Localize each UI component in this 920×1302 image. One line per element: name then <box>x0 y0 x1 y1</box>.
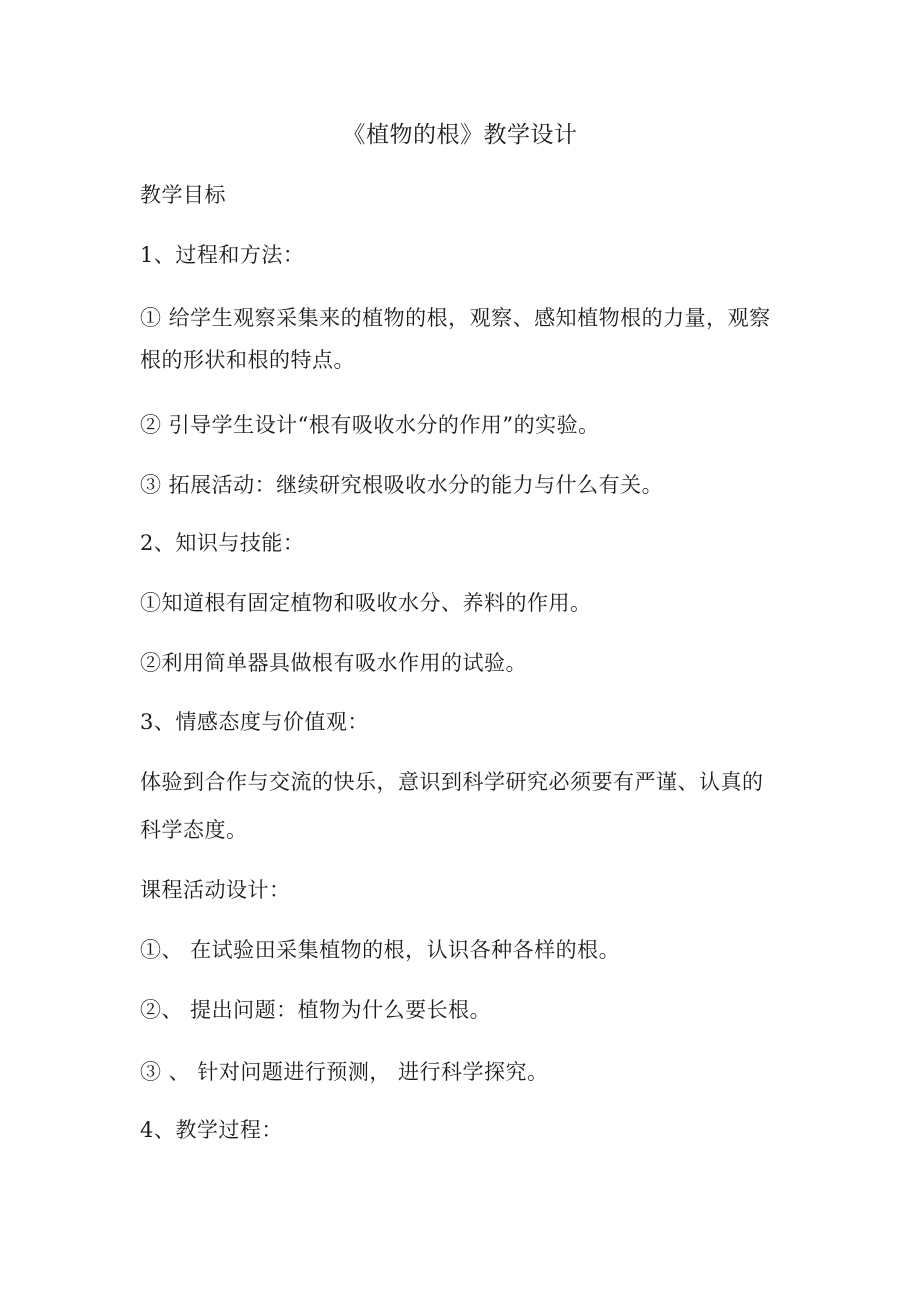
activity-item-1: ①、 在试验田采集植物的根，认识各种各样的根。 <box>140 938 621 962</box>
section-heading-attitude-values: 3、情感态度与价值观： <box>140 710 369 734</box>
knowledge-item-2: ②利用简单器具做根有吸水作用的试验。 <box>140 651 527 675</box>
activity-item-2: ②、 提出问题：植物为什么要长根。 <box>140 998 492 1022</box>
section-heading-knowledge-skills: 2、知识与技能： <box>140 531 305 555</box>
process-item-2: ② 引导学生设计“根有吸收水分的作用”的实验。 <box>140 413 600 437</box>
activity-item-3: ③ 、 针对问题进行预测， 进行科学探究。 <box>140 1060 549 1084</box>
section-heading-goals: 教学目标 <box>140 183 226 207</box>
attitude-text-line-2: 科学态度。 <box>140 818 248 842</box>
section-heading-activity-design: 课程活动设计： <box>140 878 291 902</box>
knowledge-item-1: ①知道根有固定植物和吸收水分、养料的作用。 <box>140 591 592 615</box>
process-item-3: ③ 拓展活动：继续研究根吸收水分的能力与什么有关。 <box>140 473 664 497</box>
attitude-text-line-1: 体验到合作与交流的快乐，意识到科学研究必须要有严谨、认真的 <box>140 770 764 794</box>
section-heading-teaching-process: 4、教学过程： <box>140 1118 283 1142</box>
process-item-1-line-2: 根的形状和根的特点。 <box>140 348 355 372</box>
process-item-1-line-1: ① 给学生观察采集来的植物的根，观察、感知植物根的力量，观察 <box>140 306 771 330</box>
document-title: 《植物的根》教学设计 <box>342 122 578 148</box>
section-heading-process-method: 1、过程和方法： <box>140 243 305 267</box>
